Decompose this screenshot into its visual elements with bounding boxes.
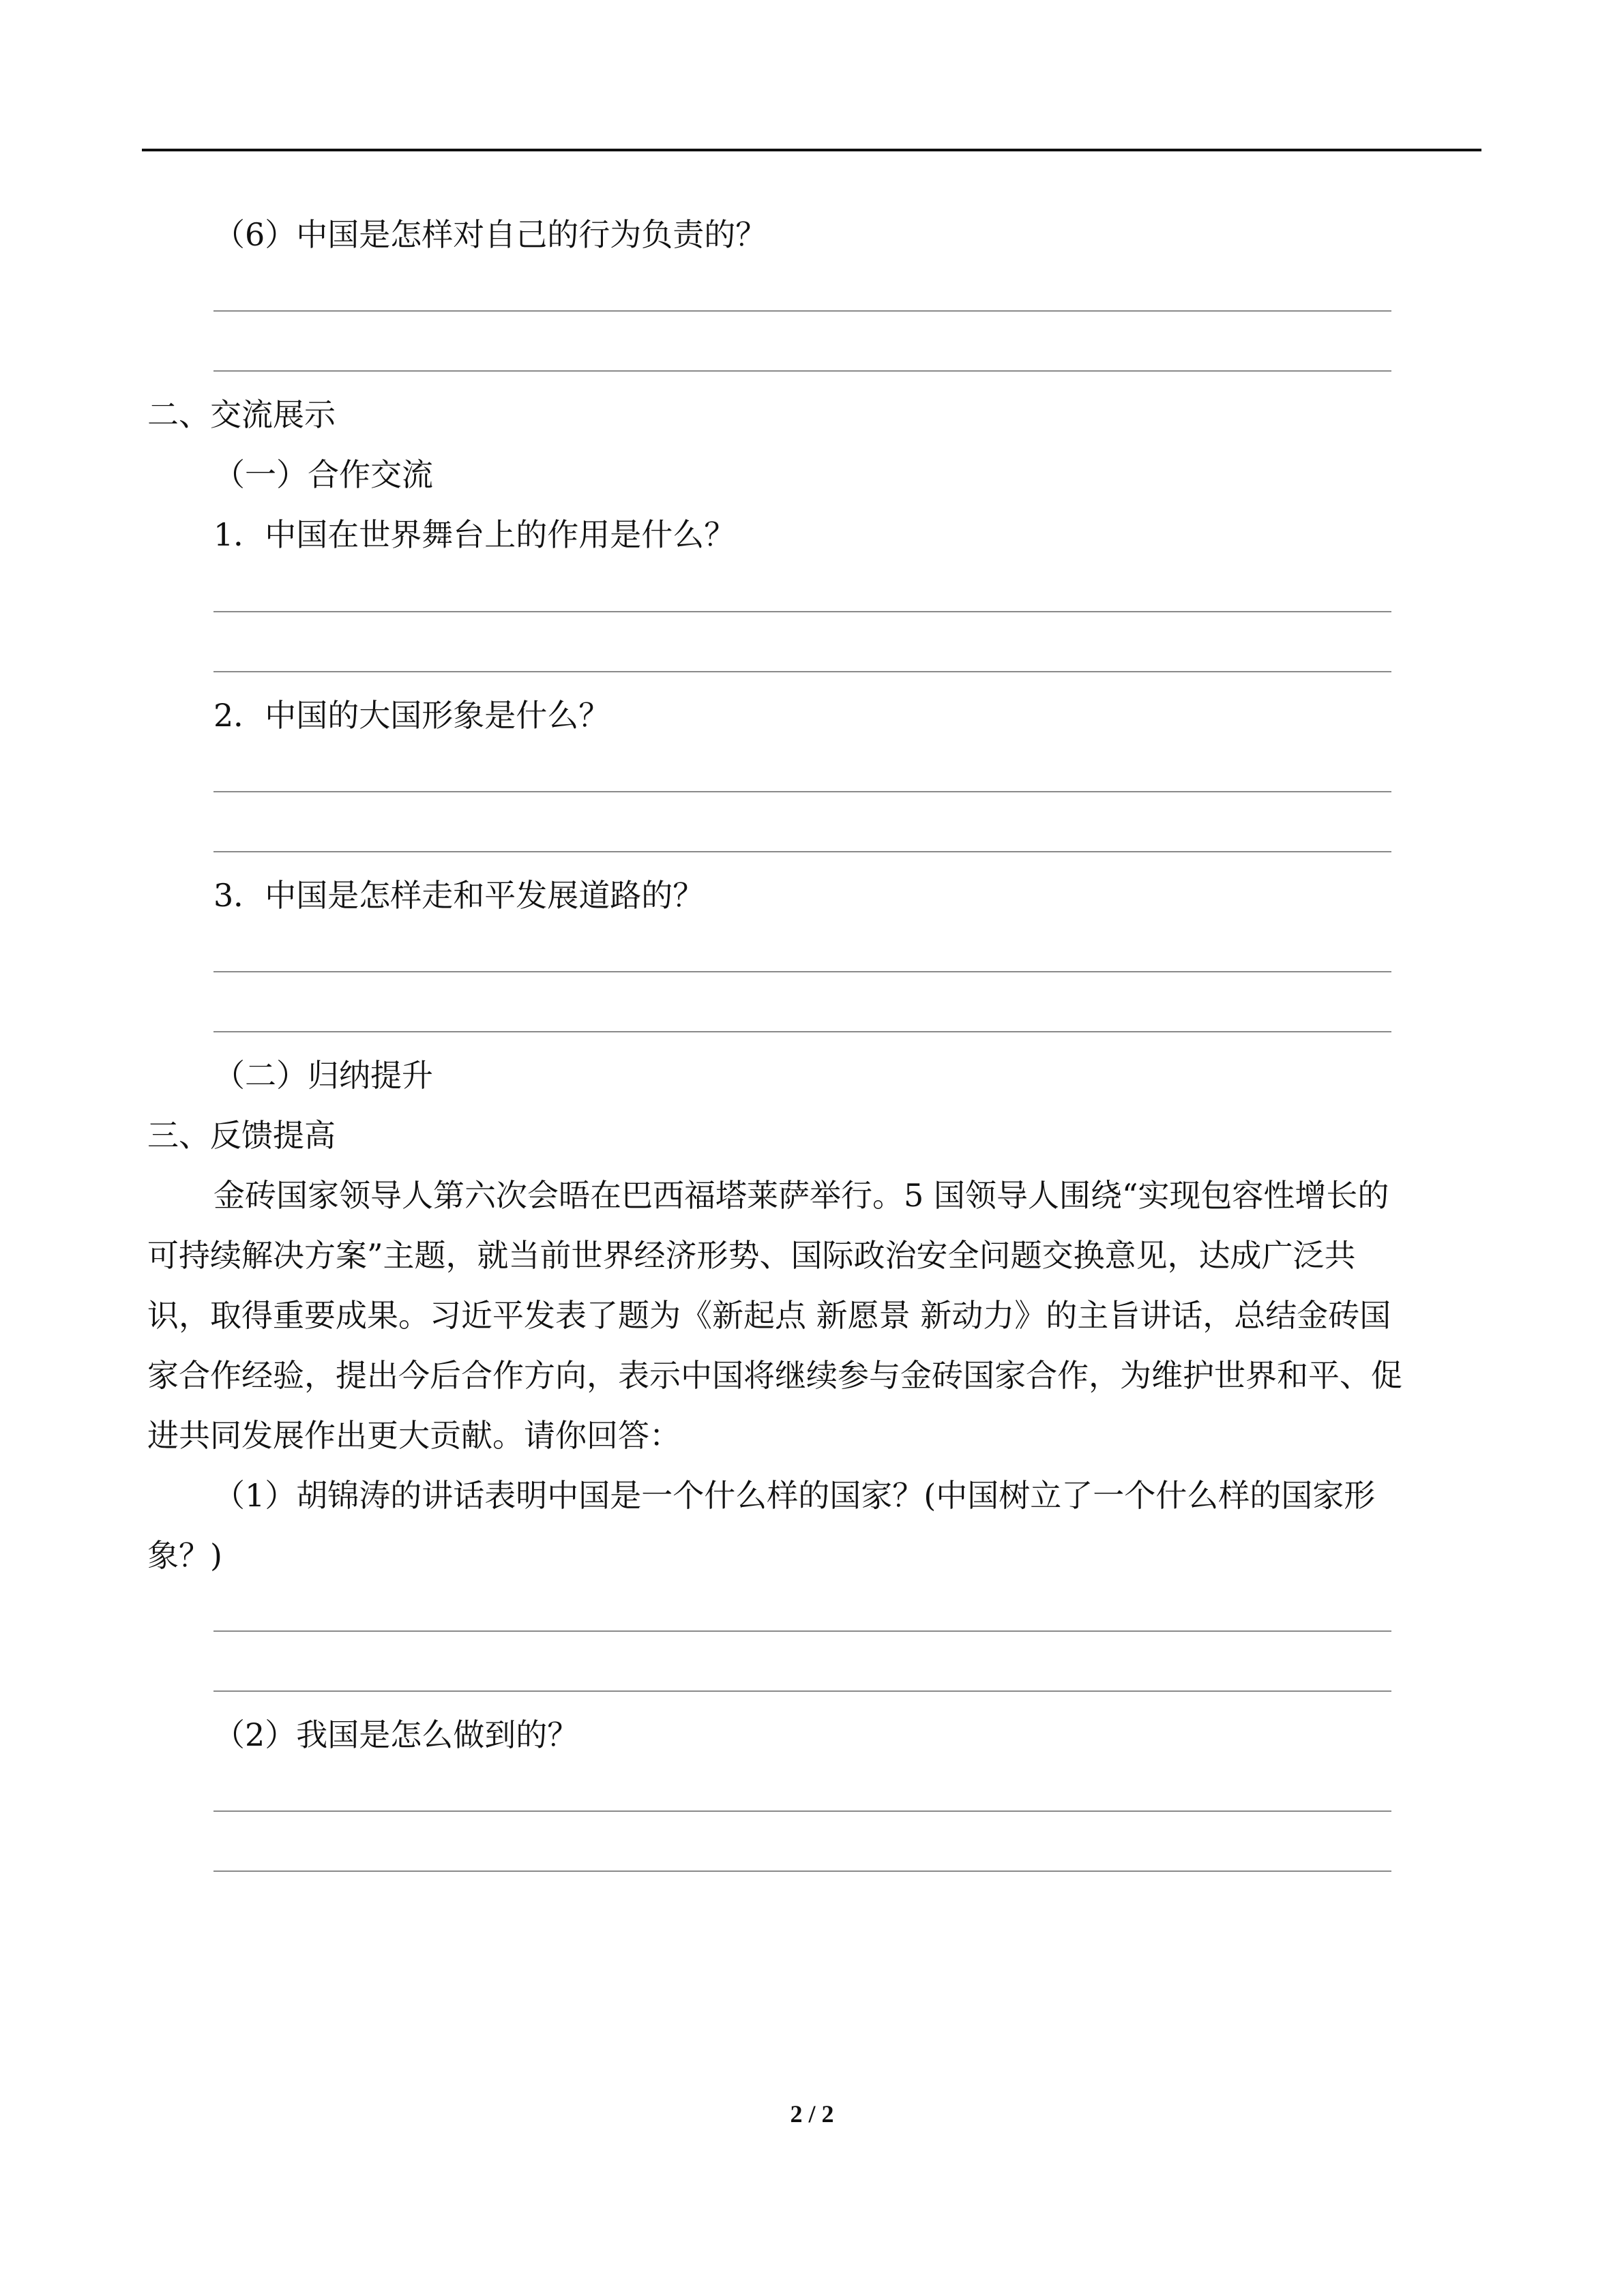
question-3: 3．中国是怎样走和平发展道路的？ <box>213 877 705 914</box>
subsection-summary: （二）归纳提升 <box>213 1057 433 1094</box>
feedback-question-1-continued: 象？) <box>147 1537 222 1574</box>
feedback-question-1: （1）胡锦涛的讲话表明中国是一个什么样的国家？(中国树立了一个什么样的国家形 <box>213 1477 1376 1514</box>
page-number: 2 / 2 <box>790 2100 834 2128</box>
passage-line: 家合作经验，提出今后合作方向，表示中国将继续参与金砖国家合作，为维护世界和平、促 <box>147 1357 1402 1394</box>
answer-line[interactable] <box>213 1870 1391 1872</box>
passage-line: 可持续解决方案”主题，就当前世界经济形势、国际政治安全问题交换意见，达成广泛共 <box>147 1237 1356 1274</box>
answer-line[interactable] <box>213 1031 1391 1032</box>
answer-line[interactable] <box>213 671 1391 672</box>
section-2-heading: 二、交流展示 <box>147 396 336 433</box>
passage-line: 识，取得重要成果。习近平发表了题为《新起点 新愿景 新动力》的主旨讲话，总结金砖国 <box>147 1297 1391 1334</box>
answer-line[interactable] <box>213 791 1391 792</box>
feedback-question-2: （2）我国是怎么做到的？ <box>213 1716 579 1753</box>
passage-line: 金砖国家领导人第六次会晤在巴西福塔莱萨举行。5 国领导人围绕“实现包容性增长的 <box>213 1177 1389 1214</box>
answer-line[interactable] <box>213 611 1391 612</box>
question-6: （6）中国是怎样对自己的行为负责的？ <box>213 216 767 253</box>
answer-line[interactable] <box>213 310 1391 312</box>
answer-line[interactable] <box>213 1690 1391 1692</box>
section-3-heading: 三、反馈提高 <box>147 1117 336 1154</box>
header-rule <box>142 149 1481 151</box>
passage-line: 进共同发展作出更大贡献。请你回答： <box>147 1417 681 1454</box>
answer-line[interactable] <box>213 851 1391 852</box>
question-2: 2．中国的大国形象是什么？ <box>213 697 610 734</box>
answer-line[interactable] <box>213 1630 1391 1632</box>
answer-line[interactable] <box>213 1810 1391 1812</box>
subsection-cooperation-exchange: （一）合作交流 <box>213 456 433 493</box>
answer-line[interactable] <box>213 370 1391 372</box>
answer-line[interactable] <box>213 971 1391 972</box>
question-1: 1．中国在世界舞台上的作用是什么？ <box>213 516 736 553</box>
